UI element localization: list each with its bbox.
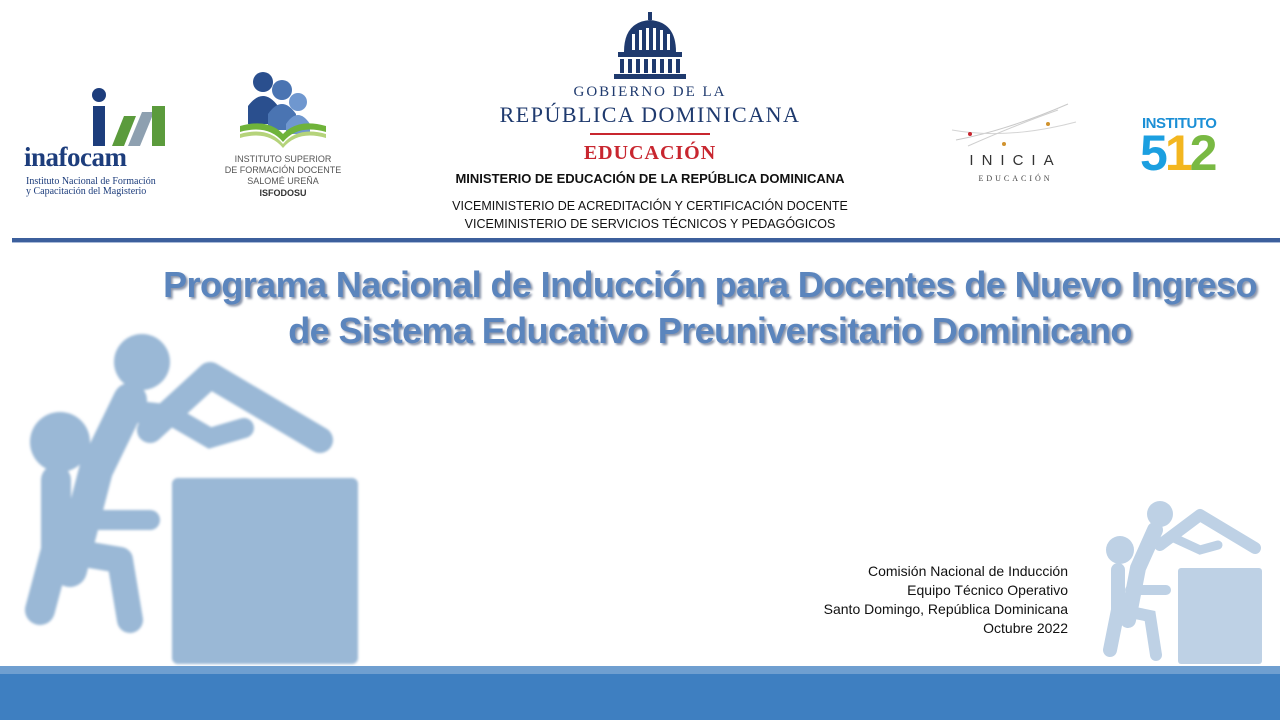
inicia-wordmark: INICIA [969, 152, 1062, 169]
gov-education-label: EDUCACIÓN [583, 142, 717, 164]
credit-commission: Comisión Nacional de Inducción [868, 563, 1068, 579]
header-divider [12, 238, 1280, 243]
inafocam-logo [24, 86, 169, 198]
digit-one: 1 [1164, 125, 1190, 181]
footer-bar [0, 674, 1280, 720]
inicia-subtitle: EDUCACIÓN [978, 174, 1053, 183]
isfodosu-logo [218, 68, 348, 203]
gov-line-1: GOBIERNO DE LA [573, 84, 727, 100]
capitol-dome-icon [610, 12, 690, 82]
digit-two: 2 [1189, 125, 1215, 181]
isfodosu-acronym: ISFODOSU [259, 188, 307, 198]
credit-team: Equipo Técnico Operativo [907, 582, 1068, 598]
inafocam-subtitle-2: y Capacitación del Magisterio [26, 186, 147, 197]
instituto-512-label: INSTITUTO [1142, 115, 1217, 132]
inicia-logo [948, 100, 1083, 190]
digit-five: 5 [1140, 125, 1165, 181]
title-line-2: de Sistema Educativo Preuniversitario Dominicano [288, 310, 1132, 351]
person-building-house-icon [0, 320, 380, 670]
credit-location: Santo Domingo, República Dominicana [823, 601, 1068, 617]
footer-light-band [0, 666, 1280, 674]
inafocam-subtitle-1: Instituto Nacional de Formación [26, 176, 156, 187]
inafocam-wordmark: inafocam [24, 142, 127, 172]
instituto-512-logo [1140, 115, 1230, 190]
title-line-1: Programa Nacional de Inducción para Docentes de Nuevo Ingreso [163, 264, 1257, 305]
isfodosu-line-3: SALOMÉ UREÑA [247, 176, 319, 186]
viceministry-1: VICEMINISTERIO DE ACREDITACIÓN Y CERTIFICACIÓN DOCENTE [452, 199, 848, 213]
credit-date: Octubre 2022 [983, 620, 1068, 636]
small-person-building-house-icon [1090, 490, 1280, 670]
gov-line-2: REPÚBLICA DOMINICANA [499, 102, 801, 127]
viceministry-2: VICEMINISTERIO DE SERVICIOS TÉCNICOS Y PEDAGÓGICOS [464, 217, 836, 231]
isfodosu-line-2: DE FORMACIÓN DOCENTE [224, 165, 342, 175]
inicia-arcs-icon [948, 100, 1083, 150]
isfodosu-people-book-icon [218, 68, 348, 152]
inafocam-bars-icon [24, 86, 169, 146]
isfodosu-line-1: INSTITUTO SUPERIOR [234, 154, 332, 164]
instituto-512-number [1140, 125, 1214, 181]
government-logo-block [420, 12, 880, 237]
ministry-name: MINISTERIO DE EDUCACIÓN DE LA REPÚBLICA DOMINICANA [455, 171, 845, 186]
gov-red-rule [590, 133, 710, 135]
